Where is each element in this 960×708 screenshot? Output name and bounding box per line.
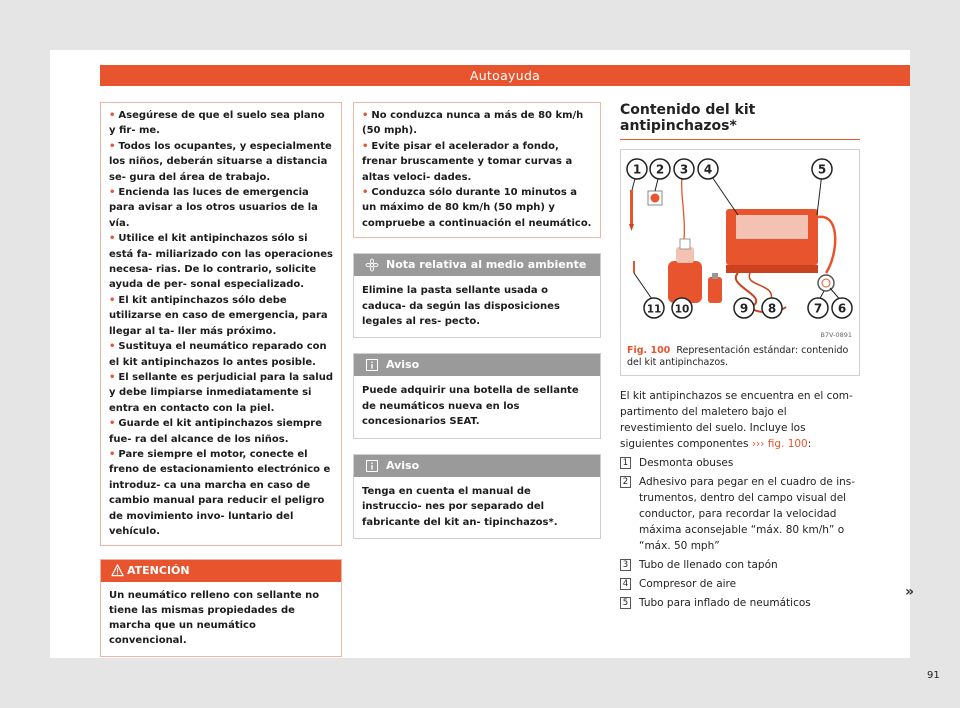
bullet-item: • Evite pisar el acelerador a fondo, frenar bruscamente y tomar curvas a altas veloci- dades.: [362, 140, 573, 183]
component-list: [620, 455, 860, 611]
column-1: [100, 102, 342, 657]
manual-page: [50, 50, 940, 681]
warning-header: [101, 560, 341, 582]
bullet-dot-icon: •: [362, 187, 369, 199]
kit-illustration: [626, 155, 854, 341]
bullet-item: • Pare siempre el motor, conecte el freno de estacionamiento electrónico e introduz- ca una marcha en caso de cambio manual para reducir el peligro de movimiento invo- luntario del vehículo.: [109, 448, 331, 537]
bullet-item: • El kit antipinchazos sólo debe utilizarse en caso de emergencia, para llegar al ta- ller más próximo.: [109, 294, 328, 337]
list-item: 5 Tubo para inflado de neumáticos: [620, 595, 860, 611]
warning-title: ATENCIÓN: [127, 564, 190, 578]
list-item: 1 Desmonta obuses: [620, 455, 860, 471]
aviso-box-1: [353, 353, 601, 438]
aviso-header-2: [354, 455, 600, 477]
figure-caption-text: Representación estándar: contenido del kit antipinchazos.: [627, 345, 849, 368]
environment-note-box: [353, 253, 601, 338]
bullet-dot-icon: •: [109, 418, 116, 430]
bullet-dot-icon: •: [109, 110, 116, 121]
bullet-dot-icon: •: [109, 371, 116, 383]
figure-caption: [621, 341, 859, 375]
figure-100: [620, 149, 860, 376]
bullet-dot-icon: •: [109, 233, 116, 245]
bullet-item: • Todos los ocupantes, y especialmente los niños, deberán situarse a distancia se- gura del área de trabajo.: [109, 140, 332, 183]
safety-bullet-list: [100, 102, 342, 546]
aviso-title-1: Aviso: [386, 358, 420, 372]
callout-5: 5: [817, 162, 827, 177]
bullet-dot-icon: •: [362, 110, 369, 121]
aviso-text-2: Tenga en cuenta el manual de instruccio- nes por separado del fabricante del kit an- tipinchazos*.: [362, 485, 558, 528]
bullet-dot-icon: •: [109, 448, 116, 460]
item-number: 5: [620, 597, 631, 609]
aviso-box-2: [353, 454, 601, 539]
callout-10: 10: [674, 303, 690, 316]
item-number: 3: [620, 559, 631, 571]
bullet-item: • Sustituya el neumático reparado con el kit antipinchazos lo antes posible.: [109, 341, 327, 368]
callout-2: 2: [655, 162, 665, 177]
callout-3: 3: [679, 162, 689, 177]
section-title: Contenido del kit antipinchazos*: [620, 102, 860, 140]
figure-reference-link[interactable]: ››› fig. 100: [751, 438, 808, 450]
info-icon: [365, 358, 379, 372]
aviso-title-2: Aviso: [386, 458, 420, 472]
chapter-header: Autoayuda: [100, 65, 910, 86]
bullet-item: • Utilice el kit antipinchazos sólo si está fa- miliarizado con las operaciones necesa- rias. De lo contrario, solicite ayuda de per- sonal especializado.: [109, 233, 333, 291]
environment-note-title: Nota relativa al medio ambiente: [386, 258, 587, 272]
warning-triangle-icon: [111, 564, 124, 577]
environment-note-text: Elimine la pasta sellante usada o caduca- da según las disposiciones legales al res- pecto.: [362, 285, 560, 328]
driving-bullet-list: [353, 102, 601, 238]
intro-paragraph: El kit antipinchazos se encuentra en el com- partimento del maletero bajo el revestimiento del suelo. Incluye los siguientes componentes ››› fig. 100:: [620, 390, 853, 450]
column-2: [353, 102, 601, 539]
column-3: [620, 102, 860, 614]
item-number: 2: [620, 476, 631, 488]
continue-marker: »: [905, 584, 915, 600]
item-number: 1: [620, 457, 631, 469]
callout-8: 8: [767, 301, 777, 316]
bullet-item: • Conduzca sólo durante 10 minutos a un máximo de 80 km/h (50 mph) y compruebe a continuación el neumático.: [362, 187, 592, 229]
callout-4: 4: [703, 162, 713, 177]
warning-box: [100, 559, 342, 657]
bullet-item: • Guarde el kit antipinchazos siempre fue- ra del alcance de los niños.: [109, 418, 323, 445]
item-number: 4: [620, 578, 631, 590]
environment-note-header: [354, 254, 600, 276]
figure-label: Fig. 100: [627, 345, 671, 356]
page-number: 91: [927, 670, 940, 681]
warning-text: Un neumático relleno con sellante no tiene las mismas propiedades de marcha que un neumático convencional.: [109, 590, 320, 647]
bullet-dot-icon: •: [109, 187, 116, 199]
list-item: 4 Compresor de aire: [620, 576, 860, 592]
list-item: 3 Tubo de llenado con tapón: [620, 557, 860, 573]
bullet-item: • No conduzca nunca a más de 80 km/h (50 mph).: [362, 110, 584, 137]
bullet-item: • El sellante es perjudicial para la salud y debe limpiarse inmediatamente si entra en contacto con la piel.: [109, 371, 334, 414]
bullet-item: • Asegúrese de que el suelo sea plano y fir- me.: [109, 110, 325, 137]
aviso-header-1: [354, 354, 600, 376]
bullet-dot-icon: •: [362, 140, 369, 152]
callout-9: 9: [739, 301, 749, 316]
figure-code: B7V-0891: [820, 331, 852, 339]
aviso-text-1: Puede adquirir una botella de sellante de neumáticos nueva en los concesionarios SEAT.: [362, 385, 579, 428]
bullet-dot-icon: •: [109, 294, 116, 306]
bullet-dot-icon: •: [109, 341, 116, 353]
callout-1: 1: [632, 162, 642, 177]
flower-icon: [365, 258, 379, 272]
info-icon: [365, 459, 379, 473]
list-item: 2 Adhesivo para pegar en el cuadro de ins- trumentos, dentro del campo visual del conductor, para recordar la velocidad máxima aconsejable “máx. 80 km/h” o “máx. 50 mph”: [620, 474, 860, 554]
callout-7: 7: [813, 301, 823, 316]
bullet-item: • Encienda las luces de emergencia para avisar a los otros usuarios de la vía.: [109, 187, 318, 229]
kit-illustration-drawing: [626, 155, 854, 341]
callout-6: 6: [837, 301, 847, 316]
callout-11: 11: [646, 303, 662, 316]
bullet-dot-icon: •: [109, 140, 116, 152]
